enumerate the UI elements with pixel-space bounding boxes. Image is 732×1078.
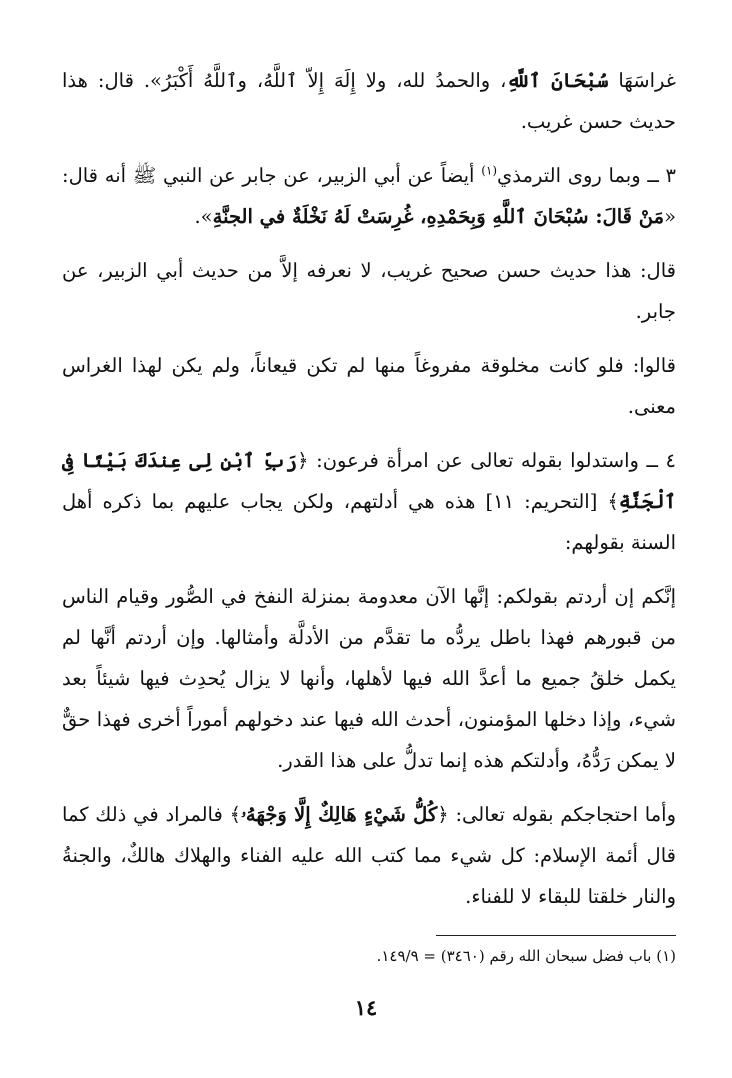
paragraph-text: ٤ ــ واستدلوا بقوله تعالى عن امرأة فرعون: ﴿: [297, 449, 676, 472]
footnote: (١) باب فضل سبحان الله رقم (٣٤٦٠) = ١٤٩/٩.: [376, 947, 676, 965]
hadith-text: سُبْحَانَ ٱللَّهِ: [506, 69, 609, 92]
paragraph-text: إنَّكم إن أردتم بقولكم: إنَّها الآن معدومة بمنزلة النفخ في الصُّور وقيام الناس من قبورهم فهذا باطل يردُّه ما تقدَّم من الأدلَّة وأمثالها. وإن أردتم أنَّها لم يكمل خلقُ جميع ما أعدَّ الله فيها لأهلها، وأنها لا يزال يُحدِث فيها شيئاً بعد شيء، وإذا دخلها المؤمنون، أحدث الله فيها عند دخولهم أموراً أخرى فهذا حقٌّ لا يمكن رَدُّهُ، وأدلتكم هذه إنما تدلُّ على هذا القدر.: [62, 585, 676, 772]
quran-verse: كُلُّ شَيْءٍ هَالِكٌ إِلَّا وَجْهَهُۥ: [241, 803, 438, 826]
paragraph-p7: [62, 794, 676, 917]
paragraph-text: أيضاً عن أبي الزبير، عن جابر عن النبي ﷺ أنه قال: «: [62, 164, 676, 228]
quran-verse: رَبِّ ٱبْنِ لِى عِندَكَ بَيْتًا فِى ٱلْجَنَّةِ: [62, 449, 676, 513]
page-body: [62, 60, 676, 917]
paragraph-p2: [62, 155, 676, 237]
paragraph-text: ﴾ [التحريم: ١١] هذه هي أدلتهم، ولكن يجاب عليهم بما ذكره أهل السنة بقولهم:: [62, 490, 676, 554]
paragraph-p3: [62, 250, 676, 332]
paragraph-p5: [62, 440, 676, 563]
footnote-divider: [436, 935, 676, 936]
paragraph-text: قالوا: فلو كانت مخلوقة مفروغاً منها لم تكن قيعاناً، ولم يكن لهذا الغراس معنى.: [62, 354, 676, 418]
page-number: ١٤: [354, 995, 378, 1020]
paragraph-text: ﴾ فالمراد في ذلك كما قال أئمة الإسلام: كل شيء مما كتب الله عليه الفناء والهلاك هالكٌ، والجنةُ والنار خلقتا للبقاء لا للفناء.: [62, 803, 676, 908]
paragraph-text: ، والحمدُ لله، ولا إِلَهَ إِلاّ ٱللَّهُ، وٱللَّهُ أَكْبَرُ». قال: هذا حديث حسن غريب.: [62, 69, 676, 133]
paragraph-p6: [62, 576, 676, 781]
paragraph-text: قال: هذا حديث حسن صحيح غريب، لا نعرفه إلاَّ من حديث أبي الزبير، عن جابر.: [62, 259, 676, 323]
paragraph-text: ٣ ــ وبما روى الترمذي: [497, 164, 676, 187]
paragraph-p4: [62, 345, 676, 427]
paragraph-text: غراسَهَا: [608, 69, 676, 92]
footnote-marker: (١): [481, 163, 498, 178]
paragraph-text: ».: [194, 205, 213, 228]
paragraph-text: وأما احتجاجكم بقوله تعالى: ﴿: [437, 803, 676, 826]
hadith-text: مَنْ قَالَ: سُبْحَانَ ٱللَّهِ وَبِحَمْدِهِ، غُرِسَتْ لَهُ نَخْلَةٌ في الجنَّةِ: [212, 205, 665, 228]
paragraph-p1: [62, 60, 676, 142]
